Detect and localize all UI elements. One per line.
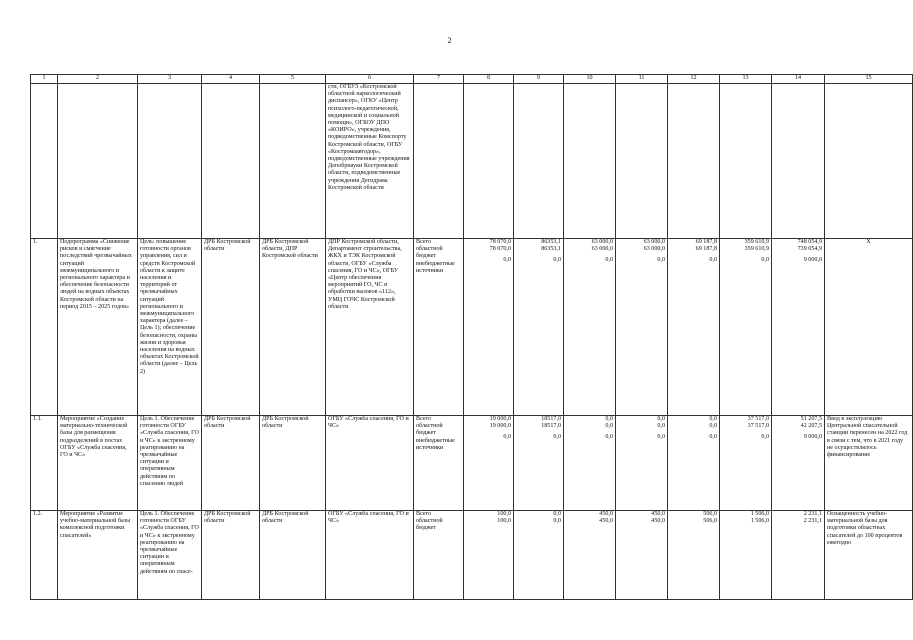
funding-source-cell: [414, 511, 464, 600]
amount-value: 0,0: [503, 434, 511, 441]
source-regional: областной бюджет: [416, 518, 443, 532]
amount-value: 506,0: [703, 518, 717, 525]
amount-cell: [616, 416, 668, 511]
amount-cell: [464, 416, 514, 511]
row-number: 1.: [31, 239, 58, 416]
amount-value: 0,0: [553, 518, 561, 525]
header-cell: 8: [464, 75, 514, 84]
goal-cell: Цель 1. Обеспечение готовности ОГБУ «Служба спасения, ГО и ЧС» к экстренному реагированию на чрезвычайные ситуации и оперативным действиям по спасению людей: [138, 416, 202, 511]
goal-cell: Цель 1. Обеспечение готовности ОГБУ «Служба спасения, ГО и ЧС» к экстренному реагированию на чрезвычайные ситуации и оперативным действиям по спасе-: [138, 511, 202, 600]
funding-source-cell: [414, 239, 464, 416]
amount-value: 0,0: [553, 257, 561, 264]
amount-value: 42 207,5: [800, 423, 822, 430]
amount-cell: [464, 239, 514, 416]
amount-value: 1 506,0: [750, 518, 769, 525]
amount-value: 69 187,8: [695, 246, 717, 253]
row-number: 1.2.: [31, 511, 58, 600]
amount-value: 450,0: [599, 511, 613, 517]
amount-value: 63 000,0: [643, 239, 665, 245]
table-row: [31, 239, 913, 416]
amount-cell: [720, 511, 772, 600]
row-number: 1.1.: [31, 416, 58, 511]
amount-value: 37 517,0: [747, 416, 769, 422]
activity-name: Подпрограмма «Снижение рисков и смягчение последствий чрезвычайных ситуаций межмуниципального и регионального характера и обеспечение безопасности людей на водных объектах Костромской области на период 2015 – 2025 годов»: [58, 239, 138, 416]
total-amount-cell: [772, 239, 825, 416]
executors-cell: сти, ОГБУЗ «Костромской областной наркологический диспансер», ОГКУ «Центр психолого-педагогической, медицинской и социальной помощи», ОГБОУ ДПО «КОИРО», учреждения, подведомственные Комспорту Костромской области, ОГБУ «Костромаавтодор», подведомственные учреждения Депобрнауки Костромской области, подведомственные учреждения Депздрава Костромской области: [326, 84, 414, 239]
coordinator-cell: ДРБ Костромской области: [202, 416, 260, 511]
amount-cell: [564, 239, 616, 416]
amount-cell: [616, 511, 668, 600]
header-cell: 14: [772, 75, 825, 84]
header-cell: 6: [326, 75, 414, 84]
amount-cell: [668, 511, 720, 600]
amount-value: 0,0: [657, 434, 665, 441]
amount-value: 63 000,0: [591, 239, 613, 245]
amount-value: 69 187,8: [695, 239, 717, 245]
coordinator-cell: ДРБ Костромской области: [202, 511, 260, 600]
amount-value: 450,0: [599, 518, 613, 525]
page-number: 2: [447, 36, 452, 45]
amount-value: 359 610,9: [744, 239, 769, 245]
result-cell: Ввод в эксплуатацию Центральной спасательной станции перенесен на 2022 год в связи с тем, что в 2021 году не осуществлялось финансирование: [825, 416, 913, 511]
continuation-row: [31, 84, 913, 239]
amount-value: 0,0: [761, 257, 769, 264]
amount-cell: [668, 239, 720, 416]
amount-value: 450,0: [651, 518, 665, 525]
amount-value: 2 231,1: [803, 511, 822, 517]
result-cell: Оснащенность учебно-материальной базы для подготовки областных спасателей до 100 процентов ежегодно: [825, 511, 913, 600]
amount-cell: [564, 416, 616, 511]
table-row: [31, 416, 913, 511]
source-regional: областной бюджет: [416, 423, 443, 437]
amount-value: 9 000,0: [803, 434, 822, 441]
amount-value: 0,0: [553, 511, 561, 517]
amount-cell: [720, 239, 772, 416]
source-total: Всего: [416, 239, 431, 245]
amount-value: 0,0: [761, 434, 769, 441]
amount-value: 100,0: [497, 518, 511, 525]
header-cell: 9: [514, 75, 564, 84]
total-amount-cell: [772, 416, 825, 511]
header-cell: 12: [668, 75, 720, 84]
header-cell: 5: [260, 75, 326, 84]
goal-cell: Цель: повышение готовности органов управления, сил и средств Костромской области к защите населения и территорий от чрезвычайных ситуаций регионального и межмуниципального характера (далее – Цель 1); обеспечение безопасности, охраны жизни и здоровья населения на водных объектах Костромской области (далее – Цель 2): [138, 239, 202, 416]
amount-cell: [668, 416, 720, 511]
amount-value: 9 000,0: [803, 257, 822, 264]
amount-value: 0,0: [709, 257, 717, 264]
amount-value: 0,0: [709, 423, 717, 430]
program-table: [30, 74, 913, 600]
amount-cell: [514, 511, 564, 600]
header-cell: 4: [202, 75, 260, 84]
result-cell: Х: [825, 239, 913, 416]
amount-value: 450,0: [651, 511, 665, 517]
amount-cell: [720, 416, 772, 511]
amount-value: 1 506,0: [750, 511, 769, 517]
amount-value: 0,0: [605, 416, 613, 422]
header-cell: 15: [825, 75, 913, 84]
amount-value: 18517,0: [541, 423, 561, 430]
activity-name: Мероприятие «Развитие учебно-материальной базы комплексной подготовки спасателей»: [58, 511, 138, 600]
amount-cell: [464, 511, 514, 600]
funding-source-cell: [414, 416, 464, 511]
header-cell: 10: [564, 75, 616, 84]
amount-value: 19 000,0: [489, 423, 511, 430]
executors-cell: ОГБУ «Служба спасения, ГО и ЧС»: [326, 416, 414, 511]
executors-cell: ОГБУ «Служба спасения, ГО и ЧС»: [326, 511, 414, 600]
amount-value: 0,0: [657, 416, 665, 422]
header-cell: 2: [58, 75, 138, 84]
amount-value: 0,0: [553, 434, 561, 441]
amount-value: 86353,1: [541, 239, 561, 245]
amount-cell: [616, 239, 668, 416]
source-total: Всего: [416, 416, 431, 422]
responsible-cell: ДРБ Костромской области: [260, 511, 326, 600]
amount-value: 51 207,5: [800, 416, 822, 422]
activity-name: Мероприятие «Создание материально-технической базы для размещения подразделений в постах ОГБУ «Служба спасения, ГО и ЧС»: [58, 416, 138, 511]
total-amount-cell: [772, 511, 825, 600]
header-cell: 1: [31, 75, 58, 84]
header-row: [31, 75, 913, 84]
amount-cell: [514, 416, 564, 511]
amount-value: 0,0: [605, 423, 613, 430]
amount-value: 0,0: [503, 257, 511, 264]
amount-value: 0,0: [709, 416, 717, 422]
responsible-cell: ДРБ Костромской области, ДПР Костромской области: [260, 239, 326, 416]
amount-value: 63 000,0: [591, 246, 613, 253]
amount-value: 78 070,0: [489, 246, 511, 253]
header-cell: 7: [414, 75, 464, 84]
amount-value: 0,0: [605, 434, 613, 441]
amount-value: 2 231,1: [803, 518, 822, 525]
amount-value: 0,0: [709, 434, 717, 441]
table-row: [31, 511, 913, 600]
responsible-cell: ДРБ Костромской области: [260, 416, 326, 511]
executors-cell: ДПР Костромской области, Департамент строительства, ЖКХ и ТЭК Костромской области, ОГБУ «Служба спасения, ГО и ЧС», ОГБУ «Центр обеспечения мероприятий ГО, ЧС и обработки вызовов «112», УМЦ ГОЧС Костромской области: [326, 239, 414, 416]
amount-value: 0,0: [605, 257, 613, 264]
source-total: Всего: [416, 511, 431, 517]
amount-value: 748 054,9: [797, 239, 822, 245]
source-regional: областной бюджет: [416, 246, 443, 260]
amount-value: 739 054,9: [797, 246, 822, 253]
amount-cell: [514, 239, 564, 416]
amount-value: 86353,1: [541, 246, 561, 253]
amount-value: 0,0: [657, 257, 665, 264]
header-cell: 13: [720, 75, 772, 84]
amount-value: 37 517,0: [747, 423, 769, 430]
amount-value: 359 610,9: [744, 246, 769, 253]
amount-value: 63 000,0: [643, 246, 665, 253]
amount-value: 0,0: [657, 423, 665, 430]
amount-value: 506,0: [703, 511, 717, 517]
source-extrabudget: внебюджетные источники: [416, 437, 455, 451]
amount-cell: [564, 511, 616, 600]
header-cell: 11: [616, 75, 668, 84]
amount-value: 18517,0: [541, 416, 561, 422]
coordinator-cell: ДРБ Костромской области: [202, 239, 260, 416]
header-cell: 3: [138, 75, 202, 84]
amount-value: 78 070,0: [489, 239, 511, 245]
source-extrabudget: внебюджетные источники: [416, 260, 455, 274]
amount-value: 19 000,0: [489, 416, 511, 422]
amount-value: 100,0: [497, 511, 511, 517]
